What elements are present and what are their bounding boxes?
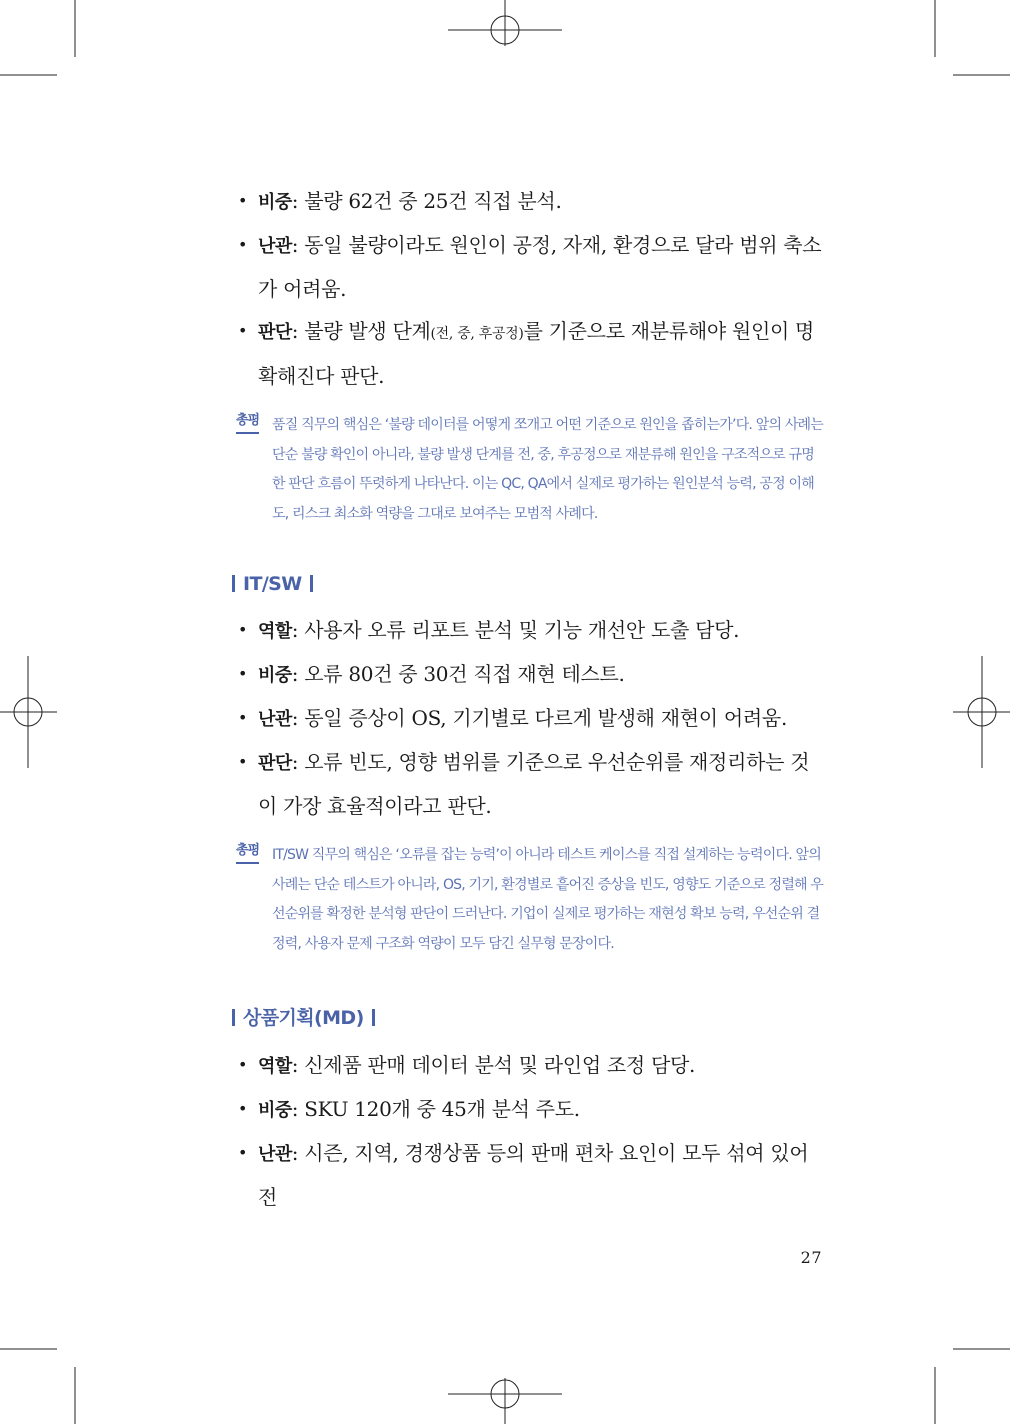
bullet-desc: : 오류 빈도, 영향 범위를 기준으로 우선순위를 재정리하는 것이 가장 효율적이라고 판단. [258, 750, 810, 818]
title-bar-right [372, 1009, 375, 1026]
title-bar-left [232, 1009, 235, 1026]
section-title-itsw [232, 573, 824, 595]
bullet-desc: : 동일 증상이 OS, 기기별로 다르게 발생해 재현이 어려움. [291, 706, 787, 730]
section-title-md [232, 1003, 824, 1030]
list-item [236, 1132, 824, 1218]
page-number: 27 [800, 1248, 822, 1267]
md-bullet-list [236, 1044, 824, 1218]
bullet-term: 판단 [258, 753, 292, 774]
list-item [236, 224, 824, 310]
bullet-term: 난관 [258, 709, 292, 730]
list-item [236, 310, 824, 397]
review-text: IT/SW 직무의 핵심은 ‘오류를 잡는 능력’이 아니라 테스트 케이스를 직접 설계하는 능력이다. 앞의 사례는 단순 테스트가 아니라, OS, 기기, 환경별로 흩어진 증상을 빈도, 영향도 기준으로 정렬해 우선순위를 확정한 분석형 판단이 드러난다. 기업이 실제로 평가하는 재현성 확보 능력, 우선순위 결정력, 사용자 문제 구조화 역량이 모두 담긴 실무형 문장이다. [272, 847, 824, 952]
review-block [236, 841, 824, 959]
page-content [236, 180, 824, 1218]
bullet-term: 역할 [258, 621, 292, 642]
review-label: 총평 [236, 411, 259, 434]
bullet-desc: : 신제품 판매 데이터 분석 및 라인업 조정 담당. [291, 1053, 696, 1077]
bullet-desc: : 불량 발생 단계 [291, 319, 431, 343]
bullet-desc: : 동일 불량이라도 원인이 공정, 자재, 환경으로 달라 범위 축소가 어려움. [258, 233, 822, 301]
list-item [236, 653, 824, 697]
bullet-term: 비중 [258, 1100, 292, 1121]
review-label: 총평 [236, 841, 259, 864]
bullet-desc: : 불량 62건 중 25건 직접 분석. [291, 189, 562, 213]
bullet-term: 난관 [258, 236, 292, 257]
bullet-term: 판단 [258, 322, 292, 343]
review-text: 품질 직무의 핵심은 ‘불량 데이터를 어떻게 쪼개고 어떤 기준으로 원인을 좁히는가’다. 앞의 사례는 단순 불량 확인이 아니라, 불량 발생 단계를 전, 중, 후공정으로 재분류해 원인을 구조적으로 규명한 판단 흐름이 뚜렷하게 나타난다. 이는 QC, QA에서 실제로 평가하는 원인분석 능력, 공정 이해도, 리스크 최소화 역량을 그대로 보여주는 모범적 사례다. [272, 417, 823, 522]
list-item [236, 1044, 824, 1088]
quality-bullet-list [236, 180, 824, 397]
bullet-term: 비중 [258, 192, 292, 213]
bullet-subnote: (전, 중, 후공정) [430, 326, 524, 342]
title-bar-right [310, 575, 313, 592]
list-item [236, 741, 824, 827]
bullet-term: 비중 [258, 665, 292, 686]
bullet-desc: 를 기준으로 재분류해야 원인이 명확해진다 판단. [258, 319, 815, 388]
bullet-desc: : 사용자 오류 리포트 분석 및 기능 개선안 도출 담당. [291, 618, 740, 642]
list-item [236, 609, 824, 653]
title-bar-left [232, 575, 235, 592]
bullet-desc: : SKU 120개 중 45개 분석 주도. [291, 1097, 580, 1121]
list-item [236, 697, 824, 741]
bullet-term: 난관 [258, 1144, 292, 1165]
list-item [236, 180, 824, 224]
review-block [236, 411, 824, 529]
bullet-desc: : 시즌, 지역, 경쟁상품 등의 판매 편차 요인이 모두 섞여 있어 전 [258, 1141, 809, 1209]
list-item [236, 1088, 824, 1132]
section-title-text: 상품기획(MD) [243, 1007, 364, 1029]
section-title-text: IT/SW [243, 573, 302, 595]
bullet-term: 역할 [258, 1056, 292, 1077]
bullet-desc: : 오류 80건 중 30건 직접 재현 테스트. [291, 662, 625, 686]
itsw-bullet-list [236, 609, 824, 827]
